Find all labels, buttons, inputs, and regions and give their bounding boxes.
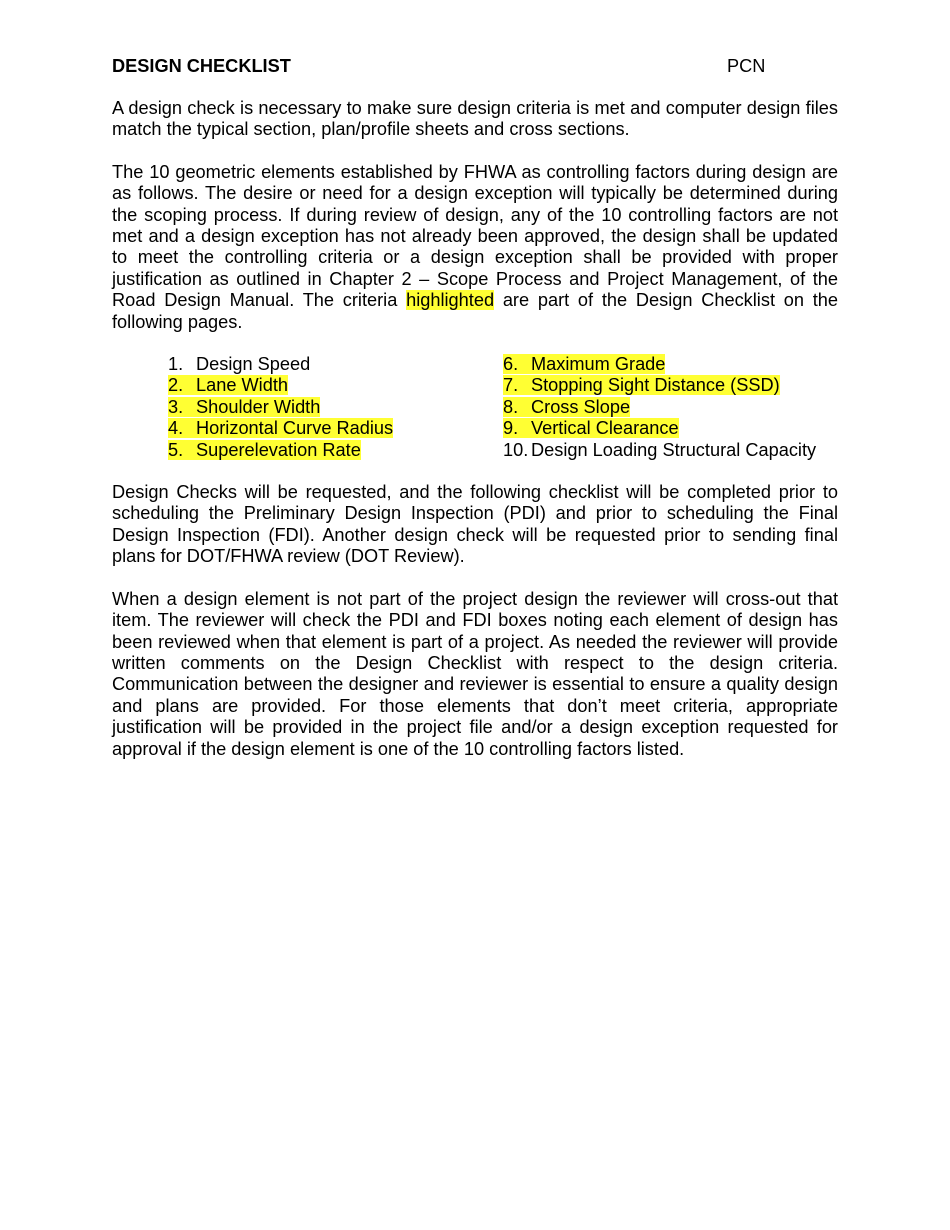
- list-item-number: 4.: [168, 418, 184, 439]
- controlling-factors-list: [112, 354, 838, 461]
- header-row: [112, 56, 838, 78]
- list-item: [168, 440, 393, 461]
- paragraph-text-part-a: The 10 geometric elements established by FHWA as controlling factors during design are as follows. The desire or need for a design exception will typically be determined during the scoping process. If during review of design, any of the 10 controlling factors are not met and a design exception has not already been approved, the design shall be updated to meet the controlling criteria or a design exception shall be provided with proper justification as outlined in Chapter 2 – Scope Process and Project Management, of the Road Design Manual. The criteria: [112, 161, 838, 311]
- list-item-number: 6.: [503, 354, 519, 375]
- list-item-number: 3.: [168, 396, 184, 417]
- list-item-label: Shoulder Width: [196, 396, 321, 417]
- list-item-number: 5.: [168, 439, 184, 460]
- list-item-label: Cross Slope: [531, 396, 631, 417]
- list-item: [168, 397, 393, 418]
- list-item: [503, 440, 816, 461]
- list-item-content: [503, 375, 780, 395]
- document-page: [112, 56, 838, 760]
- list-item-content: [168, 397, 320, 417]
- list-item-number: 10.: [503, 439, 529, 460]
- pcn-label: PCN: [727, 56, 766, 76]
- list-item-number: 1.: [168, 354, 184, 375]
- list-item-content: [168, 440, 361, 460]
- list-item-content: [503, 418, 679, 438]
- list-item-content: [168, 375, 288, 395]
- controlling-factors-right-column: [503, 354, 816, 461]
- controlling-factors-left-column: [168, 354, 393, 461]
- list-item-content: [168, 418, 393, 438]
- list-item-label: Design Speed: [196, 354, 311, 375]
- list-item-label: Vertical Clearance: [531, 418, 679, 439]
- highlighted-word: highlighted: [406, 290, 495, 311]
- paragraph-text-part-b: are part of the Design Checklist on the following pages.: [112, 290, 838, 332]
- page-title: DESIGN CHECKLIST: [112, 56, 291, 76]
- list-item-number: 7.: [503, 375, 519, 396]
- list-item: [503, 354, 816, 375]
- list-item: [503, 375, 816, 396]
- list-item-label: Design Loading Structural Capacity: [531, 439, 817, 460]
- list-item: [168, 354, 393, 375]
- list-item: [503, 397, 816, 418]
- list-item-content: [503, 397, 630, 417]
- list-item-label: Maximum Grade: [531, 354, 666, 375]
- intro-paragraph: A design check is necessary to make sure design criteria is met and computer design files match the typical section, plan/profile sheets and cross sections.: [112, 98, 838, 140]
- reviewer-instructions-paragraph: When a design element is not part of the project design the reviewer will cross-out that item. The reviewer will check the PDI and FDI boxes noting each element of design has been reviewed when that element is part of a project. As needed the reviewer will provide written comments on the Design Checklist with respect to the design criteria. Communication between the designer and reviewer is essential to ensure a quality design and plans are provided. For those elements that don’t meet criteria, appropriate justification will be provided in the project file and/or a design exception requested for approval if the design element is one of the 10 controlling factors listed.: [112, 588, 838, 759]
- list-item-label: Stopping Sight Distance (SSD): [531, 375, 780, 396]
- list-item: [168, 375, 393, 396]
- list-item-label: Lane Width: [196, 375, 289, 396]
- list-item: [168, 418, 393, 439]
- list-item-label: Horizontal Curve Radius: [196, 418, 394, 439]
- list-item: [503, 418, 816, 439]
- list-item-number: 2.: [168, 375, 184, 396]
- list-item-content: [503, 354, 665, 374]
- list-item-label: Superelevation Rate: [196, 439, 361, 460]
- list-item-content: [168, 354, 310, 374]
- list-item-content: [503, 440, 816, 460]
- controlling-factors-paragraph: [112, 162, 838, 333]
- list-item-number: 9.: [503, 418, 519, 439]
- list-item-number: 8.: [503, 396, 519, 417]
- design-checks-paragraph: Design Checks will be requested, and the following checklist will be completed prior to scheduling the Preliminary Design Inspection (PDI) and prior to scheduling the Final Design Inspection (FDI). Another design check will be requested prior to sending final plans for DOT/FHWA review (DOT Review).: [112, 482, 838, 567]
